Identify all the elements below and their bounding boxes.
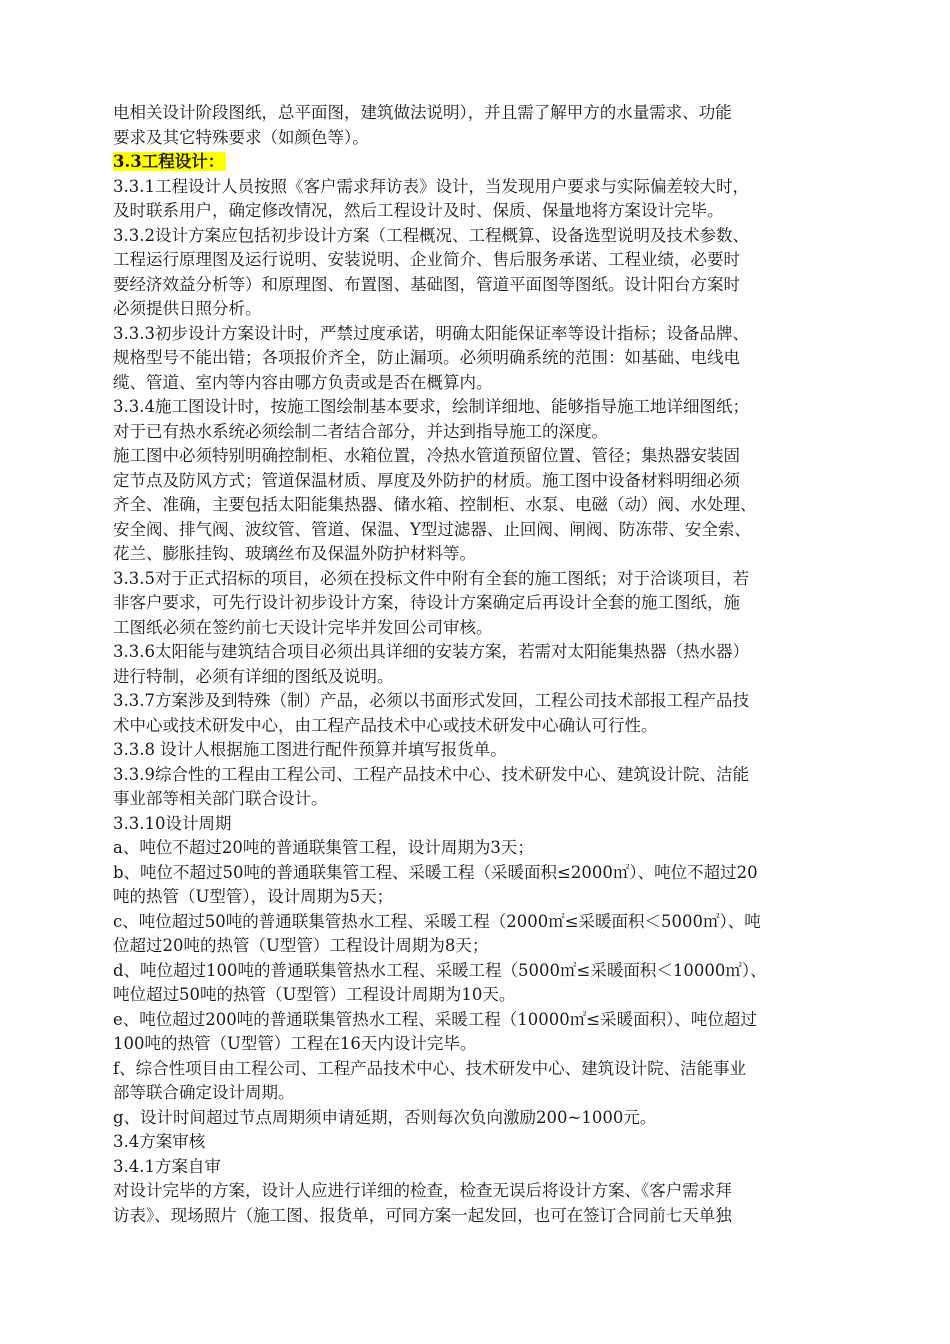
text-line: f、综合性项目由工程公司、工程产品技术中心、技术研发中心、建筑设计院、洁能事业 [113,1058,747,1078]
text-line: 位超过20吨的热管（U型管）工程设计周期为8天； [113,936,489,955]
document-page [113,101,858,1228]
text-line: 部等联合确定设计周期。 [113,1083,295,1102]
text-line: 必须提供日照分析。 [113,299,262,318]
text-line: 花兰、膨胀挂钩、玻璃丝布及保温外防护材料等。 [113,544,476,563]
text-line: 工程运行原理图及运行说明、安装说明、企业简介、售后服务承诺、工程业绩，必要时 [113,250,740,269]
text-line: 要经济效益分析等）和原理图、布置图、基础图，管道平面图等图纸。设计阳台方案时 [113,274,740,294]
text-line: 3.4方案审核 [113,1132,206,1151]
text-line: 安全阀、排气阀、波纹管、管道、保温、Y型过滤器、止回阀、闸阀、防冻带、安全索、 [113,519,751,539]
text-line: 缆、管道、室内等内容由哪方负责或是否在概算内。 [113,372,493,392]
text-line: 3.3.6太阳能与建筑结合项目必须出具详细的安装方案，若需对太阳能集热器（热水器） [113,642,749,661]
text-line: 3.4.1方案自审 [113,1156,221,1176]
text-line: 工图纸必须在签约前七天设计完毕并发回公司审核。 [113,617,493,637]
text-line: 3.3.4施工图设计时，按施工图绘制基本要求，绘制详细地、能够指导施工地详细图纸； [113,397,749,416]
text-line: 100吨的热管（U型管）工程在16天内设计完毕。 [113,1034,477,1053]
text-line: 3.3.5对于正式招标的项目，必须在投标文件中附有全套的施工图纸；对于洽谈项目，若 [113,568,749,588]
text-line: 3.3.3初步设计方案设计时，严禁过度承诺，明确太阳能保证率等设计指标；设备品牌、 [113,323,749,343]
text-line: 吨位超过50吨的热管（U型管）工程设计周期为10天。 [113,985,516,1004]
text-line: 3.3.8 设计人根据施工图进行配件预算并填写报货单。 [113,740,507,759]
text-line: 术中心或技术研发中心，由工程产品技术中心或技术研发中心确认可行性。 [113,715,658,735]
section-heading-line [113,150,858,175]
text-line: 非客户要求，可先行设计初步设计方案，待设计方案确定后再设计全套的施工图纸，施 [113,593,740,612]
text-line: 3.3.10设计周期 [113,813,232,833]
text-line: 3.3.9综合性的工程由工程公司、工程产品技术中心、技术研发中心、建筑设计院、洁能 [113,764,749,784]
text-line: b、吨位不超过50吨的普通联集管工程、采暖工程（采暖面积≤2000㎡）、吨位不超过20 [113,862,758,882]
text-line: 对于已有热水系统必须绘制二者结合部分，并达到指导施工的深度。 [113,421,608,441]
text-line: 要求及其它特殊要求（如颜色等）。 [113,127,369,147]
text-line: 定节点及防风方式；管道保温材质、厚度及外防护的材质。施工图中设备材料明细必须 [113,470,740,490]
text-line: 进行特制，必须有详细的图纸及说明。 [113,666,394,686]
text-line: 3.3.2设计方案应包括初步设计方案（工程概况、工程概算、设备选型说明及技术参数、 [113,225,749,245]
text-line: 电相关设计阶段图纸，总平面图，建筑做法说明），并且需了解甲方的水量需求、功能 [113,103,732,122]
text-line: c、吨位超过50吨的普通联集管热水工程、采暖工程（2000㎡≤采暖面积＜5000㎡）、吨 [113,911,761,931]
text-line: g、设计时间超过节点周期须申请延期，否则每次负向激励200~1000元。 [113,1107,657,1127]
text-line: 及时联系用户，确定修改情况，然后工程设计及时、保质、保量地将方案设计完毕。 [113,201,724,220]
text-line: 访表》、现场照片（施工图、报货单，可同方案一起发回，也可在签订合同前七天单独 [113,1205,732,1225]
text-line: 事业部等相关部门联合设计。 [113,789,328,808]
text-line: 齐全、准确，主要包括太阳能集热器、储水箱、控制柜、水泵、电磁（动）阀、水处理、 [113,495,757,514]
text-line: a、吨位不超过20吨的普通联集管工程，设计周期为3天； [113,838,534,857]
text-line: 3.3.1工程设计人员按照《客户需求拜访表》设计，当发现用户要求与实际偏差较大时， [113,176,749,196]
text-line: 对设计完毕的方案，设计人应进行详细的检查，检查无误后将设计方案、《客户需求拜 [113,1181,732,1200]
section-heading: 3.3工程设计： [113,152,225,171]
text-line: 规格型号不能出错；各项报价齐全，防止漏项。必须明确系统的范围：如基础、电线电 [113,348,740,367]
text-line: 吨的热管（U型管），设计周期为5天； [113,887,394,906]
text-line: 施工图中必须特别明确控制柜、水箱位置，冷热水管道预留位置、管径；集热器安装固 [113,446,740,465]
text-line: e、吨位超过200吨的普通联集管热水工程、采暖工程（10000㎡≤采暖面积）、吨位超过 [113,1009,757,1029]
text-line: d、吨位超过100吨的普通联集管热水工程、采暖工程（5000㎡≤采暖面积＜10000㎡）、 [113,960,767,980]
text-line: 3.3.7方案涉及到特殊（制）产品，必须以书面形式发回，工程公司技术部报工程产品技 [113,691,749,710]
